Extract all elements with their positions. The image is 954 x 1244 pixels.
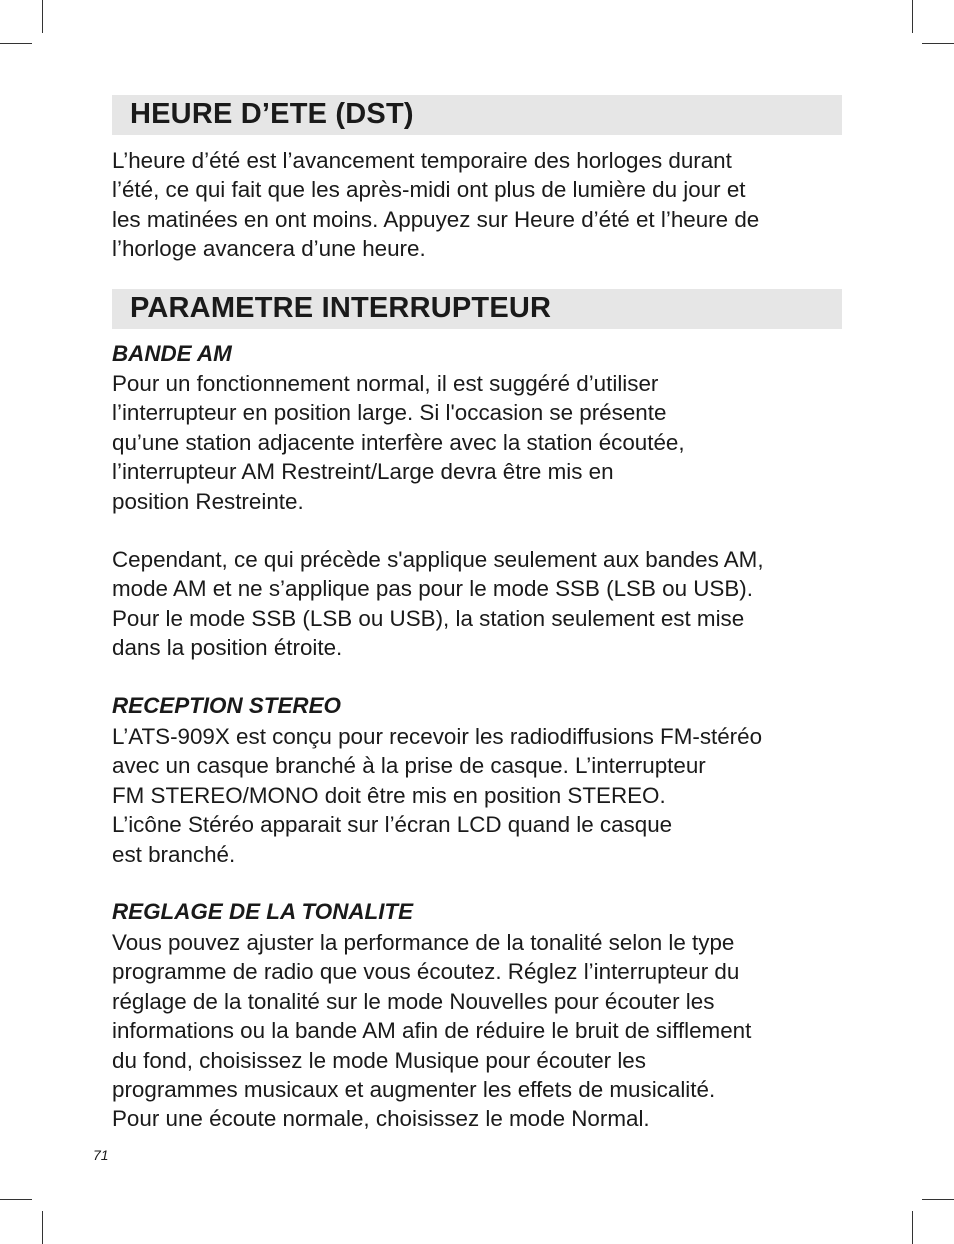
text-line: Cependant, ce qui précède s'applique seulement aux bandes AM, [112, 547, 764, 572]
text-line: L’ATS-909X est conçu pour recevoir les radiodiffusions FM-stéréo [112, 724, 763, 749]
text-line: du fond, choisissez le mode Musique pour écouter les [112, 1047, 646, 1073]
text-line: Pour une écoute normale, choisissez le mode Normal. [112, 1106, 650, 1132]
subheading-am-band: BANDE AM [112, 341, 232, 366]
stereo-paragraph [112, 722, 842, 869]
text-line: informations ou la bande AM afin de réduire le bruit de sifflement [112, 1018, 752, 1044]
crop-mark [912, 1211, 913, 1244]
text-line: programme de radio que vous écoutez. Réglez l’interrupteur du [112, 959, 740, 985]
section-header-dst [112, 95, 842, 135]
text-line: avec un casque branché à la prise de casque. L’interrupteur [112, 753, 706, 779]
subheading-stereo: RECEPTION STEREO [112, 693, 341, 718]
page-number: 71 [93, 1147, 109, 1163]
text-line: qu’une station adjacente interfère avec la station écoutée, [112, 429, 685, 455]
text-line: position Restreinte. [112, 488, 304, 514]
crop-mark [42, 0, 43, 33]
text-line: L’icône Stéréo apparait sur l’écran LCD quand le casque [112, 812, 673, 838]
text-line: dans la position étroite. [112, 635, 343, 661]
tone-paragraph [112, 928, 842, 1134]
text-line: les matinées en ont moins. Appuyez sur Heure d’été et l’heure de [112, 206, 760, 232]
crop-mark [912, 0, 913, 33]
text-line: Pour le mode SSB (LSB ou USB), la station seulement est mise [112, 605, 745, 631]
text-line: L’heure d’été est l’avancement temporaire des horloges durant [112, 148, 732, 173]
section-title: HEURE D’ETE (DST) [130, 98, 414, 130]
text-line: Vous pouvez ajuster la performance de la tonalité selon le type [112, 930, 735, 955]
text-line: l’interrupteur AM Restreint/Large devra être mis en [112, 459, 614, 485]
section-header-switch [112, 289, 842, 329]
section-title: PARAMETRE INTERRUPTEUR [130, 292, 552, 324]
crop-mark [922, 43, 954, 44]
text-line: l’horloge avancera d’une heure. [112, 236, 426, 262]
text-line: est branché. [112, 841, 236, 867]
text-line: mode AM et ne s’applique pas pour le mode SSB (LSB ou USB). [112, 576, 753, 602]
crop-mark [0, 43, 32, 44]
subheading-tone: REGLAGE DE LA TONALITE [112, 899, 414, 924]
am-paragraph-1 [112, 369, 842, 516]
crop-mark [42, 1211, 43, 1244]
crop-mark [0, 1199, 32, 1200]
dst-paragraph [112, 146, 842, 264]
text-line: réglage de la tonalité sur le mode Nouvelles pour écouter les [112, 988, 715, 1014]
crop-mark [922, 1199, 954, 1200]
text-line: l’interrupteur en position large. Si l'occasion se présente [112, 400, 667, 426]
text-line: FM STEREO/MONO doit être mis en position STEREO. [112, 782, 666, 808]
am-paragraph-2 [112, 545, 842, 663]
text-line: l’été, ce qui fait que les après-midi ont plus de lumière du jour et [112, 177, 746, 203]
text-line: Pour un fonctionnement normal, il est suggéré d’utiliser [112, 371, 659, 396]
text-line: programmes musicaux et augmenter les effets de musicalité. [112, 1077, 716, 1103]
